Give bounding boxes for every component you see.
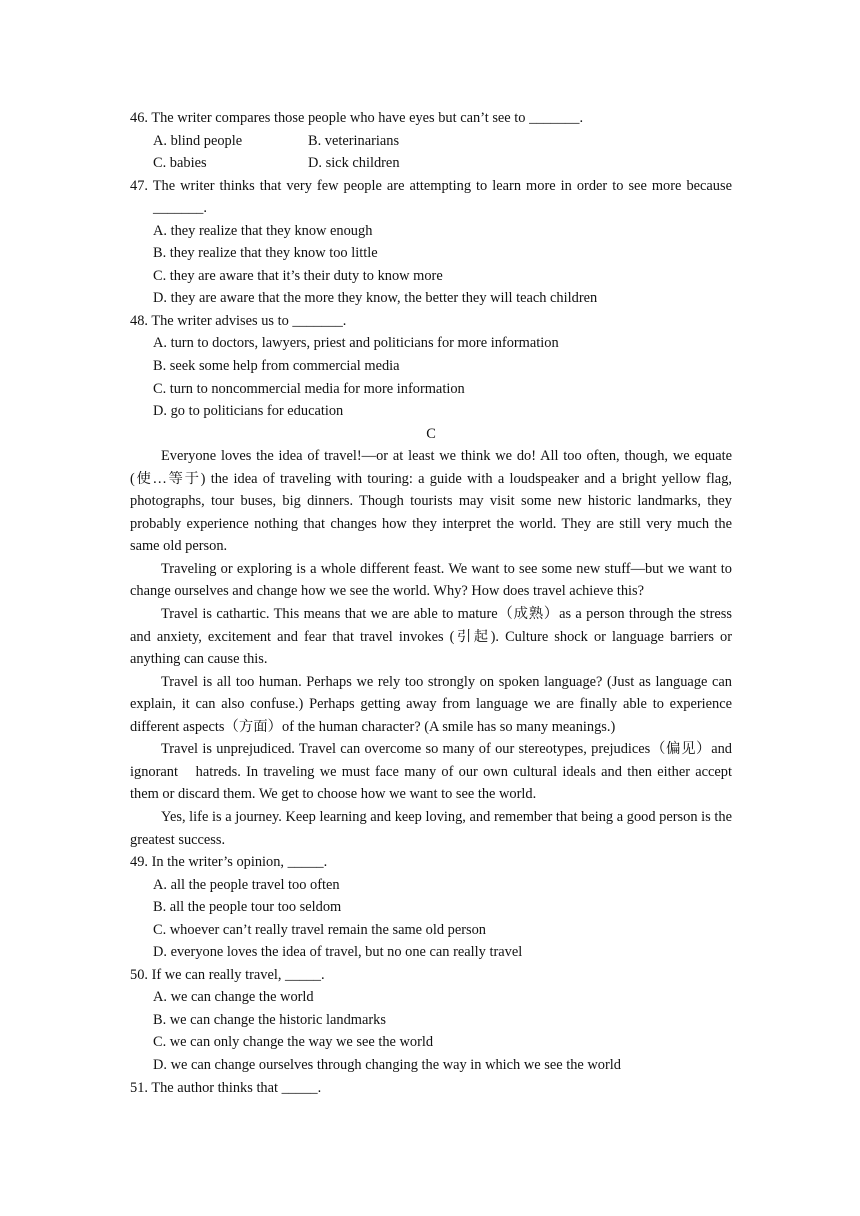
question-47 [130,175,732,310]
question-49 [130,851,732,964]
question-stem: 50. If we can really travel, _____. [130,966,325,983]
passage-paragraph: Traveling or exploring is a whole different feast. We want to see some new stuff—but we want to change ourselves and change how we see the world. Why? How does travel achieve this? [130,560,732,600]
question-50 [130,964,732,1077]
question-stem: 49. In the writer’s opinion, _____. [130,854,328,871]
option-d: D. sick children [308,155,400,172]
question-stem: 48. The writer advises us to _______. [130,312,347,329]
option-d: D. we can change ourselves through changing the way in which we see the world [153,1056,621,1073]
passage-paragraph: Travel is all too human. Perhaps we rely too strongly on spoken language? (Just as language can explain, it can also confuse.) Perhaps getting away from language we are finally able to experience different aspects（方面）of the human character? (A smile has so many meanings.) [130,673,732,735]
passage-paragraph: Yes, life is a journey. Keep learning and keep loving, and remember that being a good person is the greatest success. [130,808,732,848]
option-c: C. babies [153,155,207,172]
option-a: A. they realize that they know enough [153,222,373,239]
option-d: D. go to politicians for education [153,403,344,420]
option-b: B. seek some help from commercial media [153,358,400,375]
option-d: D. everyone loves the idea of travel, but no one can really travel [153,944,523,961]
question-48 [130,310,732,423]
passage-paragraph: Everyone loves the idea of travel!—or at least we think we do! All too often, though, we equate (使…等于) the idea of traveling with touring: a guide with a loudspeaker and a bright yellow flag, photographs, tour buses, big dinners. Though tourists may visit some new historic landmarks, they probably experience nothing that changes how they interpret the world. They are still very much the same old person. [130,448,732,555]
section-heading: C [426,425,436,442]
question-stem: 47. The writer thinks that very few people are attempting to learn more in order to see more because _______. [130,177,732,217]
question-stem: 46. The writer compares those people who have eyes but can’t see to _______. [130,110,584,126]
passage-paragraph: Travel is unprejudiced. Travel can overcome so many of our stereotypes, prejudices（偏见）and ignorant hatreds. In traveling we must face many of our own cultural ideals and then either accept them or discard them. We get to choose how we want to see the world. [130,741,732,803]
question-51 [130,1077,732,1100]
option-b: B. they realize that they know too little [153,245,378,262]
option-a: A. all the people travel too often [153,876,340,893]
option-c: C. turn to noncommercial media for more information [153,380,465,397]
option-b: B. we can change the historic landmarks [153,1011,386,1028]
option-c: C. they are aware that it’s their duty to know more [153,267,443,284]
option-c: C. we can only change the way we see the world [153,1034,434,1051]
reading-passage [130,445,732,851]
option-b: B. veterinarians [308,132,400,149]
option-b: B. all the people tour too seldom [153,899,342,916]
option-a: A. blind people [153,132,243,149]
option-c: C. whoever can’t really travel remain the same old person [153,921,486,938]
document-page [130,107,732,1099]
option-a: A. turn to doctors, lawyers, priest and politicians for more information [153,335,559,352]
passage-paragraph: Travel is cathartic. This means that we are able to mature（成熟）as a person through the stress and anxiety, excitement and fear that travel invokes (引起). Culture shock or language barriers or anything can cause this. [130,606,732,668]
option-a: A. we can change the world [153,989,314,1006]
question-stem: 51. The author thinks that _____. [130,1079,322,1096]
question-46 [130,107,732,175]
option-d: D. they are aware that the more they know, the better they will teach children [153,290,598,307]
